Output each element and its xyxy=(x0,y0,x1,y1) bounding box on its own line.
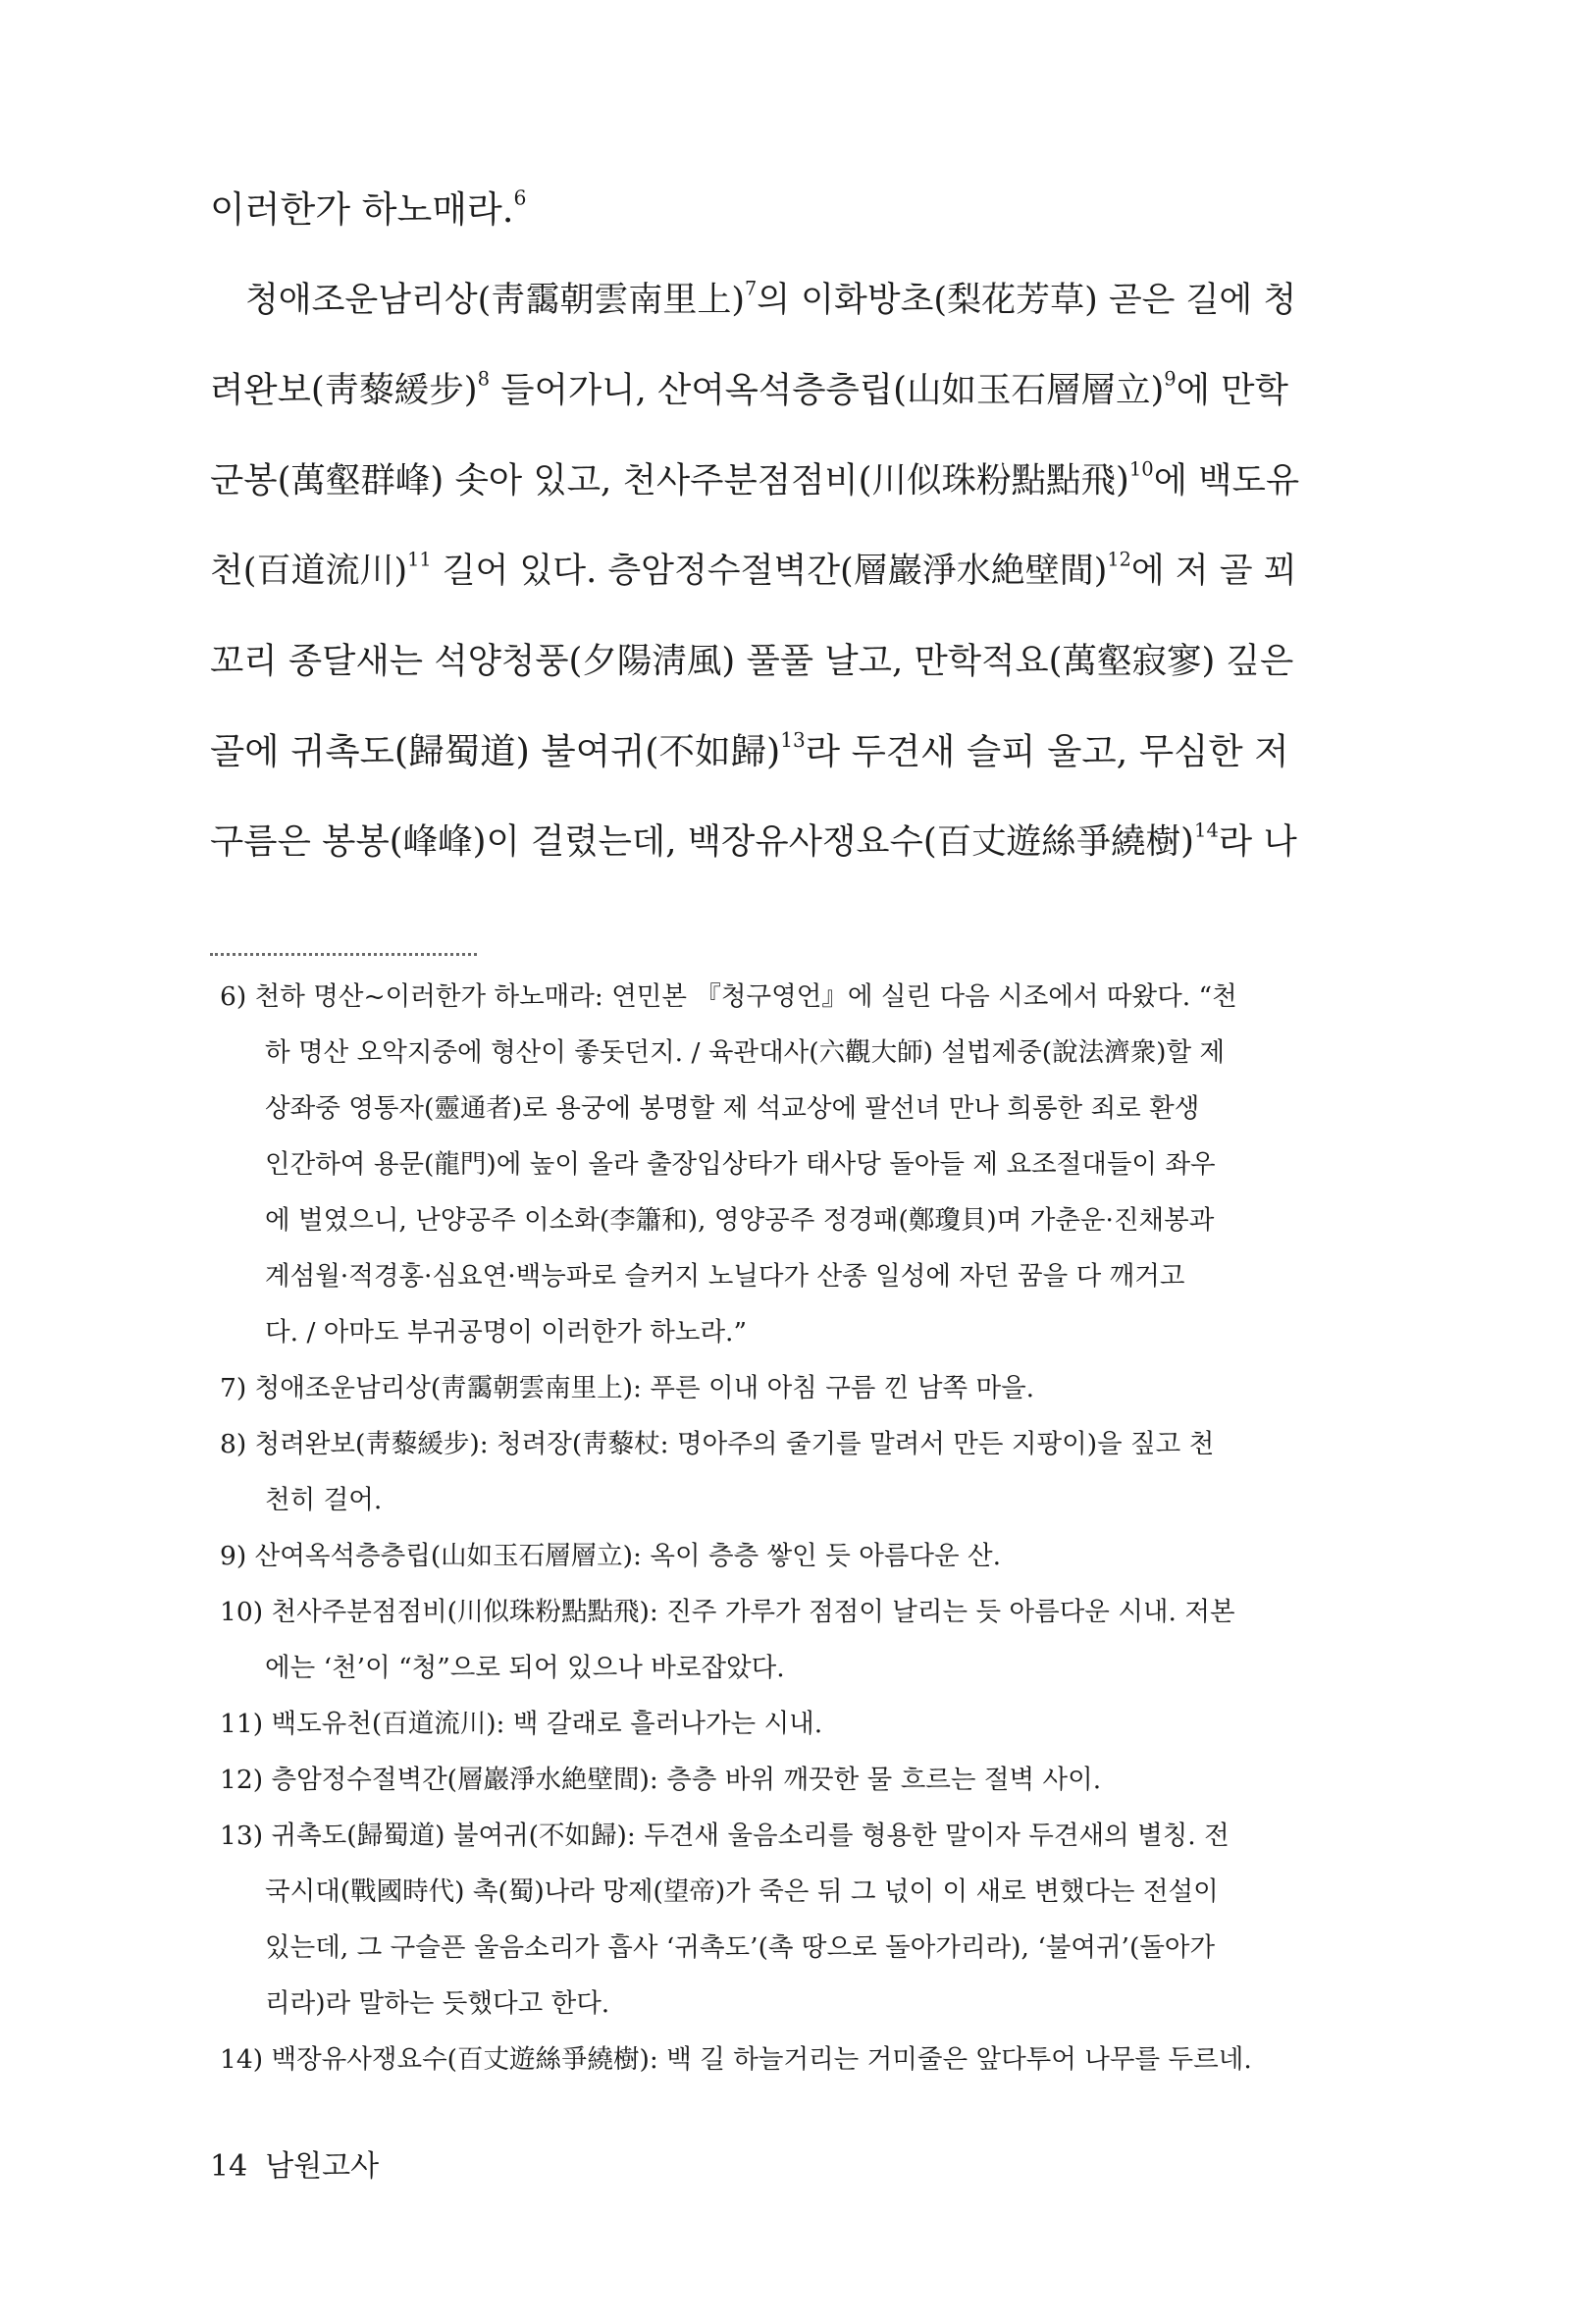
footnote-continuation-line: 에 벌였으니, 난양공주 이소화(李簫和), 영양공주 정경패(鄭瓊貝)며 가춘운·진채봉과 xyxy=(265,1205,1215,1236)
text-segment: 에 저 골 꾀 xyxy=(1130,552,1297,591)
main-text-line xyxy=(210,634,1299,689)
footnote-line: 11) 백도유천(百道流川): 백 갈래로 흘러나가는 시내. xyxy=(220,1709,823,1739)
main-text-line xyxy=(210,815,1299,870)
text-segment: 이러한가 하노매라. xyxy=(210,188,514,231)
text-segment: 군봉(萬壑群峰) 솟아 있고, 천사주분점점비(川似珠粉點點飛) xyxy=(210,460,1129,501)
text-segment: 청애조운남리상(靑靄朝雲南里上) xyxy=(245,281,745,320)
text-segment: 라 두견새 슬피 울고, 무심한 저 xyxy=(805,730,1289,772)
footnote-line: 14) 백장유사쟁요수(百丈遊絲爭繞樹): 백 길 하늘거리는 거미줄은 앞다투어 나무를 두르네. xyxy=(220,2044,1252,2075)
footnote-line: 8) 청려완보(靑藜緩步): 청려장(靑藜杖: 명아주의 줄기를 말려서 만든 지팡이)을 짚고 천 xyxy=(220,1429,1215,1459)
footnote-reference: 9 xyxy=(1164,367,1177,391)
main-text-line xyxy=(210,183,1299,238)
footnote-reference: 12 xyxy=(1107,548,1131,571)
footnote-line: 7) 청애조운남리상(靑靄朝雲南里上): 푸른 이내 아침 구름 낀 남쪽 마을. xyxy=(220,1373,1035,1403)
footnote-reference: 10 xyxy=(1128,457,1154,481)
footnote-reference: 6 xyxy=(513,185,527,210)
footnote-reference: 7 xyxy=(744,277,758,300)
main-text-line xyxy=(210,724,1299,779)
footnote-reference: 13 xyxy=(780,727,806,752)
footnote-continuation-line: 에는 ‘천’이 “청”으로 되어 있으나 바로잡았다. xyxy=(265,1653,785,1683)
text-segment: 꼬리 종달새는 석양청풍(夕陽淸風) 풀풀 날고, 만학적요(萬壑寂寥) 깊은 xyxy=(210,641,1294,681)
footnote-line: 13) 귀촉도(歸蜀道) 불여귀(不如歸): 두견새 울음소리를 형용한 말이자 두견새의 별칭. 전 xyxy=(220,1821,1230,1851)
text-segment: 에 만학 xyxy=(1176,370,1288,410)
text-segment: 천(百道流川) xyxy=(210,552,408,591)
text-segment: 구름은 봉봉(峰峰)이 걸렸는데, 백장유사쟁요수(百丈遊絲爭繞樹) xyxy=(210,821,1195,862)
footnote-reference: 14 xyxy=(1194,819,1219,842)
footnote-continuation-line: 천히 걸어. xyxy=(265,1485,383,1515)
running-title: 남원고사 xyxy=(265,2149,380,2184)
text-segment: 려완보(靑藜緩步) xyxy=(210,370,478,410)
footnote-line: 10) 천사주분점점비(川似珠粉點點飛): 진주 가루가 점점이 날리는 듯 아름다운 시내. 저본 xyxy=(220,1597,1235,1627)
footnote-continuation-line: 상좌중 영통자(靈通者)로 용궁에 봉명할 제 석교상에 팔선녀 만나 희롱한 죄로 환생 xyxy=(265,1093,1200,1124)
text-segment: 의 이화방초(梨花芳草) 곧은 길에 청 xyxy=(757,281,1297,320)
main-text-line xyxy=(210,363,1299,418)
footnote-continuation-line: 하 명산 오악지중에 형산이 좋돗던지. / 육관대사(六觀大師) 설법제중(說法濟衆)할 제 xyxy=(265,1037,1226,1068)
text-segment: 라 나 xyxy=(1218,821,1297,862)
main-text-line xyxy=(210,544,1299,599)
footnote-separator xyxy=(210,953,477,956)
main-text-body xyxy=(210,183,1299,905)
footnote-continuation-line: 리라)라 말하는 듯했다고 한다. xyxy=(265,1988,610,2019)
footnote-line: 12) 층암정수절벽간(層巖淨水絶壁間): 층층 바위 깨끗한 물 흐르는 절벽 사이. xyxy=(220,1765,1102,1795)
text-segment: 에 백도유 xyxy=(1153,460,1300,501)
text-segment: 길어 있다. 층암정수절벽간(層巖淨水絶壁間) xyxy=(431,552,1108,591)
footnote-continuation-line: 다. / 아마도 부귀공명이 이러한가 하노라.” xyxy=(265,1317,748,1347)
footnote-line: 9) 산여옥석층층립(山如玉石層層立): 옥이 층층 쌓인 듯 아름다운 산. xyxy=(220,1541,1002,1571)
footnote-reference: 11 xyxy=(407,548,432,571)
main-text-line xyxy=(210,453,1299,508)
footnote-continuation-line: 국시대(戰國時代) 촉(蜀)나라 망제(望帝)가 죽은 뒤 그 넋이 이 새로 변했다는 전설이 xyxy=(265,1876,1219,1907)
text-segment: 들어가니, 산여옥석층층립(山如玉石層層立) xyxy=(490,370,1165,410)
footnote-continuation-line: 계섬월·적경홍·심요연·백능파로 슬커지 노닐다가 산종 일성에 자던 꿈을 다 깨거고 xyxy=(265,1261,1185,1292)
main-text-line xyxy=(210,273,1299,328)
footnotes-section xyxy=(220,978,1305,2097)
footnote-continuation-line: 인간하여 용문(龍門)에 높이 올라 출장입상타가 태사당 돌아들 제 요조절대들이 좌우 xyxy=(265,1149,1216,1180)
footnote-line: 6) 천하 명산~이러한가 하노매라: 연민본 『청구영언』에 실린 다음 시조에서 따왔다. “천 xyxy=(220,981,1237,1012)
footnote-reference: 8 xyxy=(477,367,491,391)
page-number: 14 xyxy=(210,2149,248,2184)
text-segment: 골에 귀촉도(歸蜀道) 불여귀(不如歸) xyxy=(210,730,781,772)
page-footer xyxy=(210,2147,379,2187)
footnote-continuation-line: 있는데, 그 구슬픈 울음소리가 흡사 ‘귀촉도’(촉 땅으로 돌아가리라), ‘불여귀’(돌아가 xyxy=(265,1932,1216,1963)
